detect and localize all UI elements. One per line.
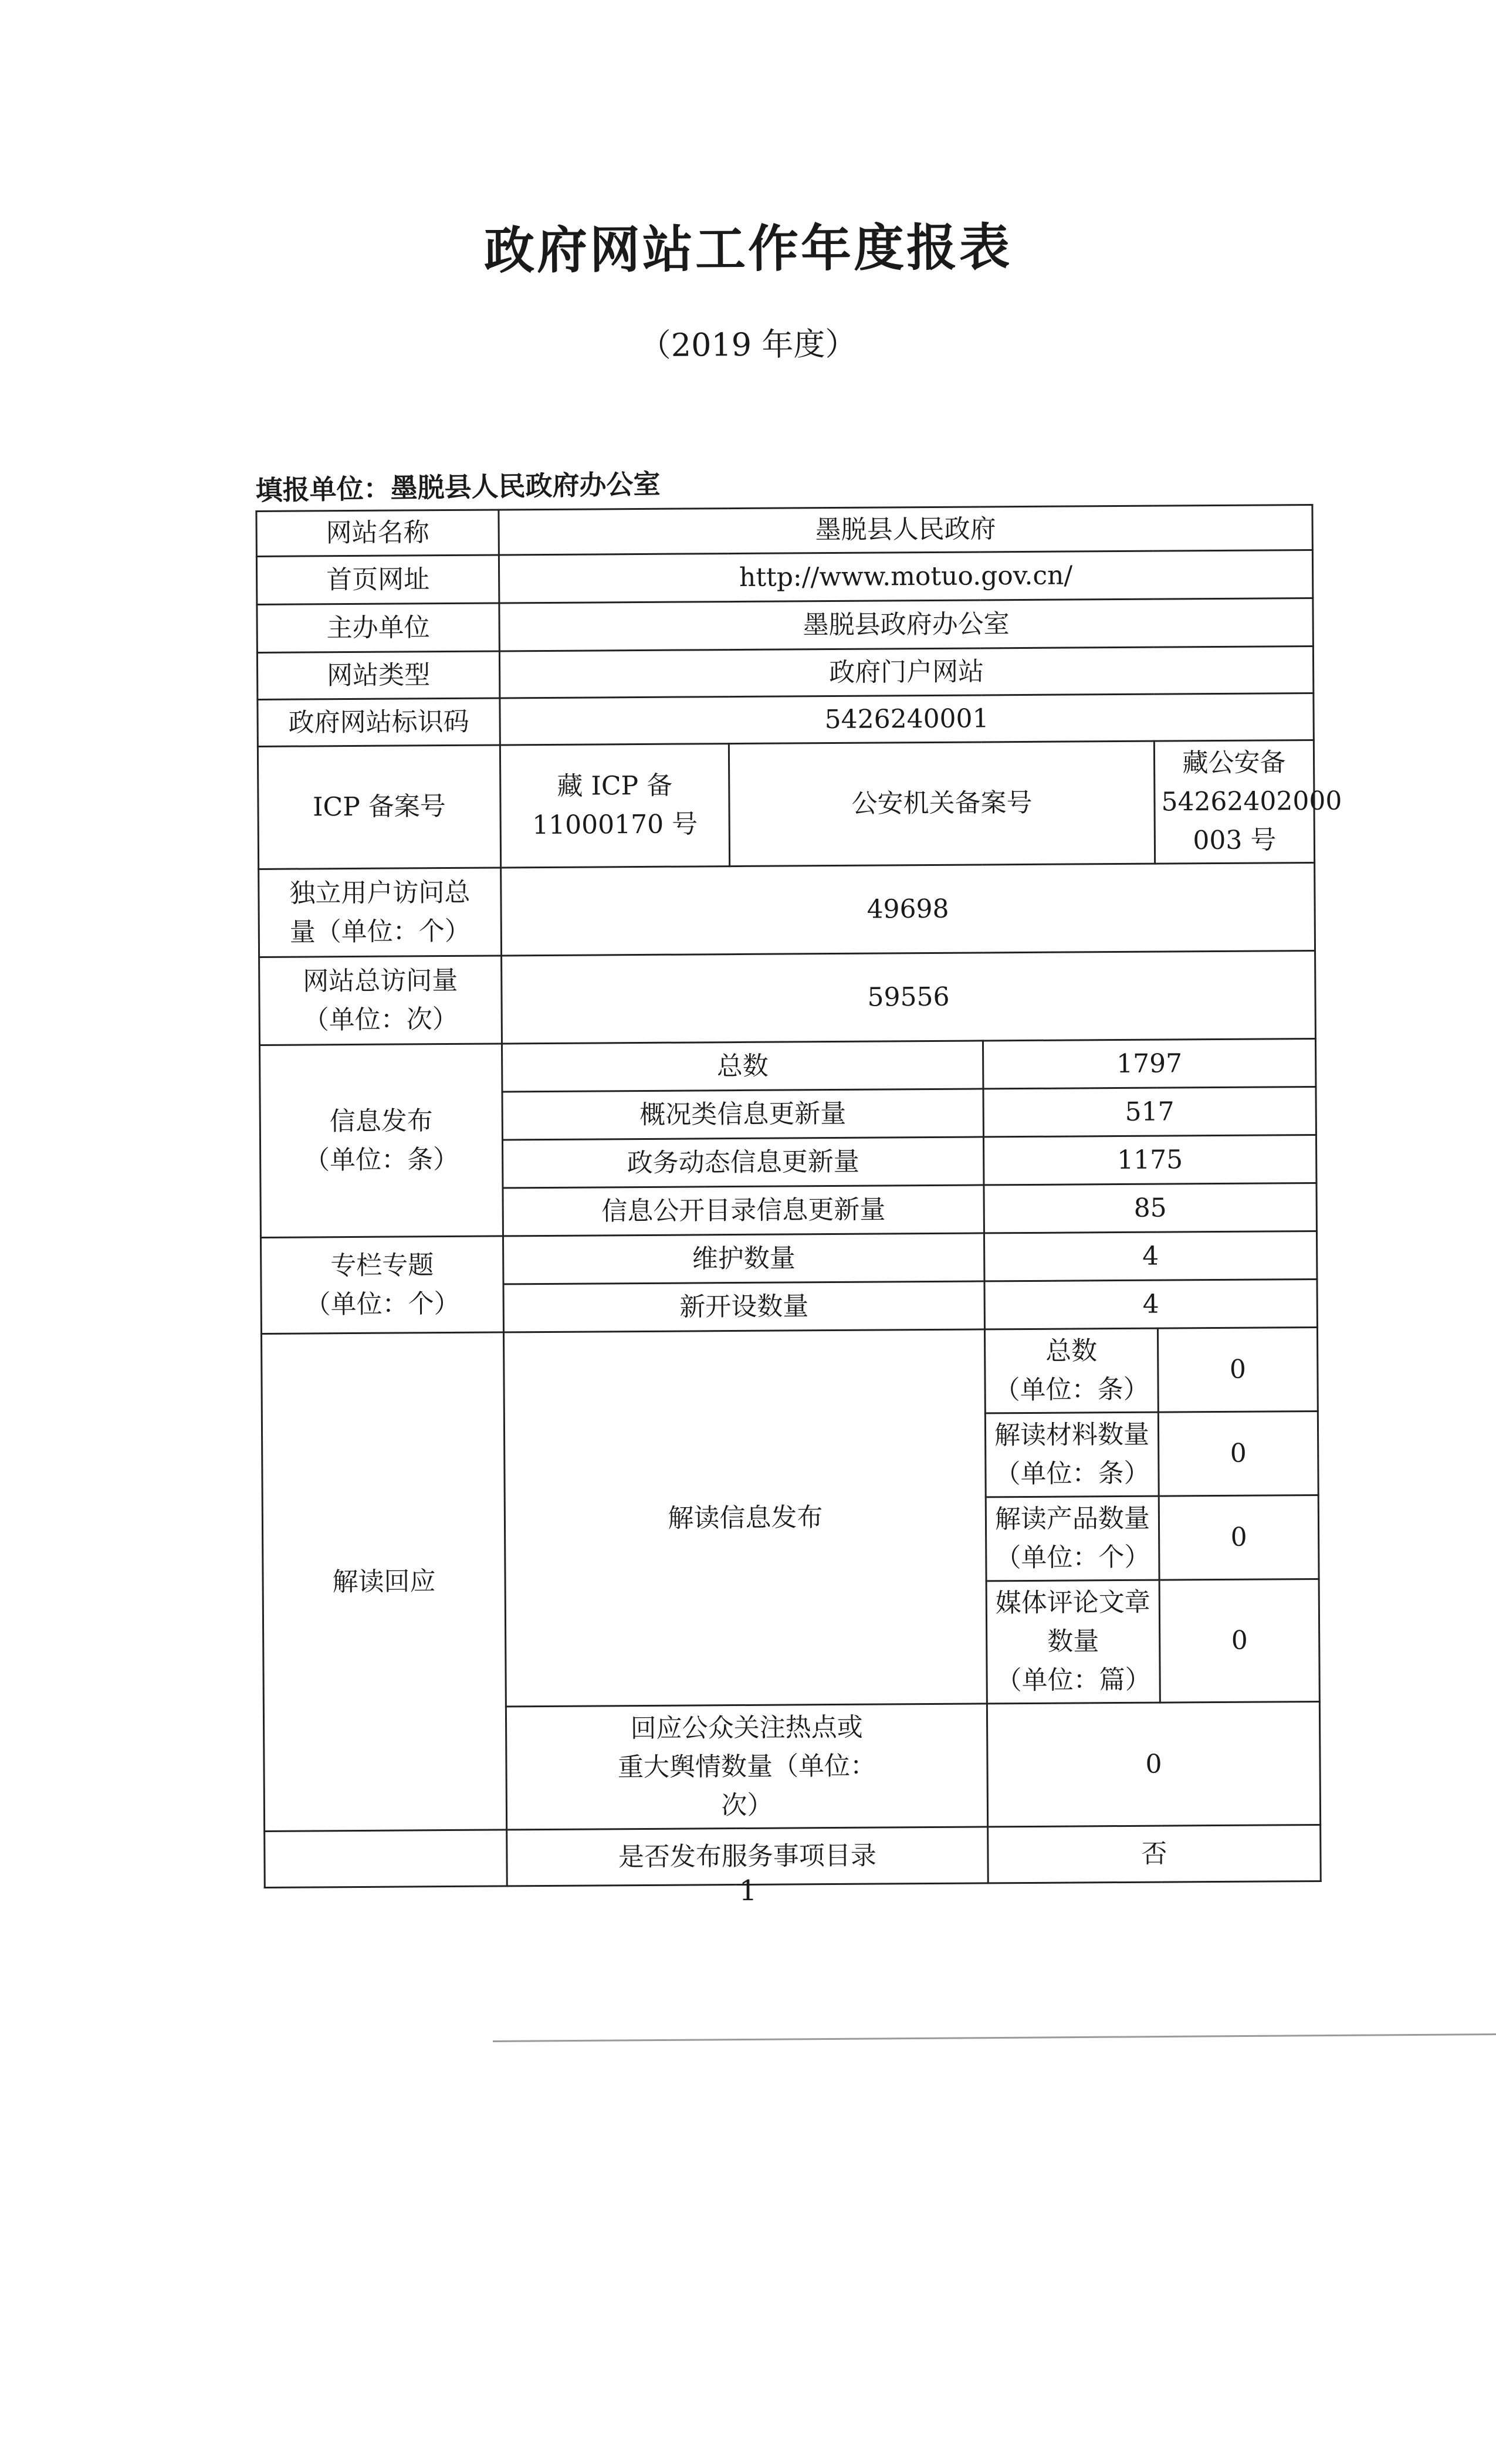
table-row: [257, 598, 1313, 652]
filler-unit: 填报单位：墨脱县人民政府办公室: [255, 468, 661, 506]
value-unique-visitors: 49698: [501, 862, 1315, 955]
label-site-type: 网站类型: [257, 651, 499, 700]
label-info-total: 总数: [502, 1041, 983, 1092]
label-sponsor: 主办单位: [257, 603, 499, 653]
label-info-overview: 概况类信息更新量: [502, 1089, 983, 1140]
label-info-dynamics: 政务动态信息更新量: [502, 1137, 983, 1188]
value-info-overview: 517: [983, 1087, 1316, 1136]
table-row: [257, 646, 1313, 699]
value-homepage: http://www.motuo.gov.cn/: [499, 550, 1312, 603]
label-interp-materials: 解读材料数量 （单位：条）: [985, 1412, 1159, 1497]
label-interp-total: 总数 （单位：条）: [984, 1328, 1158, 1413]
label-unique-visitors: 独立用户访问总 量（单位：个）: [259, 868, 502, 957]
report-table: [255, 504, 1342, 1888]
table-row: [259, 950, 1316, 1045]
value-info-total: 1797: [983, 1038, 1315, 1088]
value-info-dynamics: 1175: [983, 1135, 1316, 1184]
value-service-catalog: 否: [988, 1825, 1321, 1883]
table-row: [256, 550, 1312, 604]
label-response: 回应公众关注热点或 重大舆情数量（单位： 次）: [506, 1704, 987, 1830]
label-icp: ICP 备案号: [258, 745, 500, 869]
value-interp-materials: 0: [1158, 1411, 1318, 1496]
label-info-publish: 信息发布 （单位：条）: [259, 1044, 503, 1238]
value-columns-new: 4: [984, 1279, 1317, 1329]
value-police-record: 藏公安备 54262402000 003 号: [1154, 740, 1314, 864]
label-columns-new: 新开设数量: [503, 1281, 984, 1332]
value-site-name: 墨脱县人民政府: [499, 505, 1312, 554]
value-interp-total: 0: [1157, 1327, 1318, 1412]
table-row: [259, 862, 1315, 957]
label-interpretation-publish: 解读信息发布: [503, 1329, 987, 1707]
label-columns: 专栏专题 （单位：个）: [260, 1236, 503, 1334]
label-interp-media: 媒体评论文章数量 （单位：篇）: [986, 1580, 1160, 1704]
page-number: 1: [739, 1874, 757, 1907]
label-info-catalog: 信息公开目录信息更新量: [503, 1185, 984, 1236]
label-columns-maintained: 维护数量: [503, 1233, 984, 1284]
table-row: [258, 693, 1314, 746]
label-service-catalog: 是否发布服务事项目录: [507, 1827, 989, 1886]
value-site-type: 政府门户网站: [499, 646, 1313, 698]
label-police-record: 公安机关备案号: [729, 741, 1155, 866]
label-interpretation: 解读回应: [262, 1332, 507, 1832]
value-columns-maintained: 4: [984, 1231, 1316, 1281]
table-row: [256, 505, 1312, 556]
label-homepage: 首页网址: [256, 555, 499, 605]
table-row: [260, 1231, 1316, 1285]
value-info-catalog: 85: [984, 1183, 1316, 1233]
report-table-container: [255, 463, 1342, 1872]
table-row: [258, 740, 1314, 869]
table-row: [259, 1038, 1315, 1093]
label-total-visits: 网站总访问量 （单位：次）: [259, 956, 502, 1045]
value-sponsor: 墨脱县政府办公室: [499, 598, 1313, 651]
label-interp-products: 解读产品数量 （单位：个）: [986, 1496, 1159, 1581]
value-response: 0: [987, 1701, 1320, 1826]
report-year: （2019 年度）: [639, 325, 857, 364]
value-interp-products: 0: [1159, 1495, 1319, 1580]
label-site-name: 网站名称: [256, 510, 499, 557]
value-icp: 藏 ICP 备 11000170 号: [500, 744, 729, 868]
table-row: [262, 1327, 1318, 1417]
page-title: 政府网站工作年度报表: [483, 218, 1013, 281]
value-interp-media: 0: [1159, 1579, 1319, 1703]
value-site-code: 5426240001: [500, 693, 1314, 744]
value-total-visits: 59556: [502, 950, 1316, 1043]
scan-artifact-line: [493, 2033, 1496, 2042]
label-site-code: 政府网站标识码: [258, 698, 500, 747]
